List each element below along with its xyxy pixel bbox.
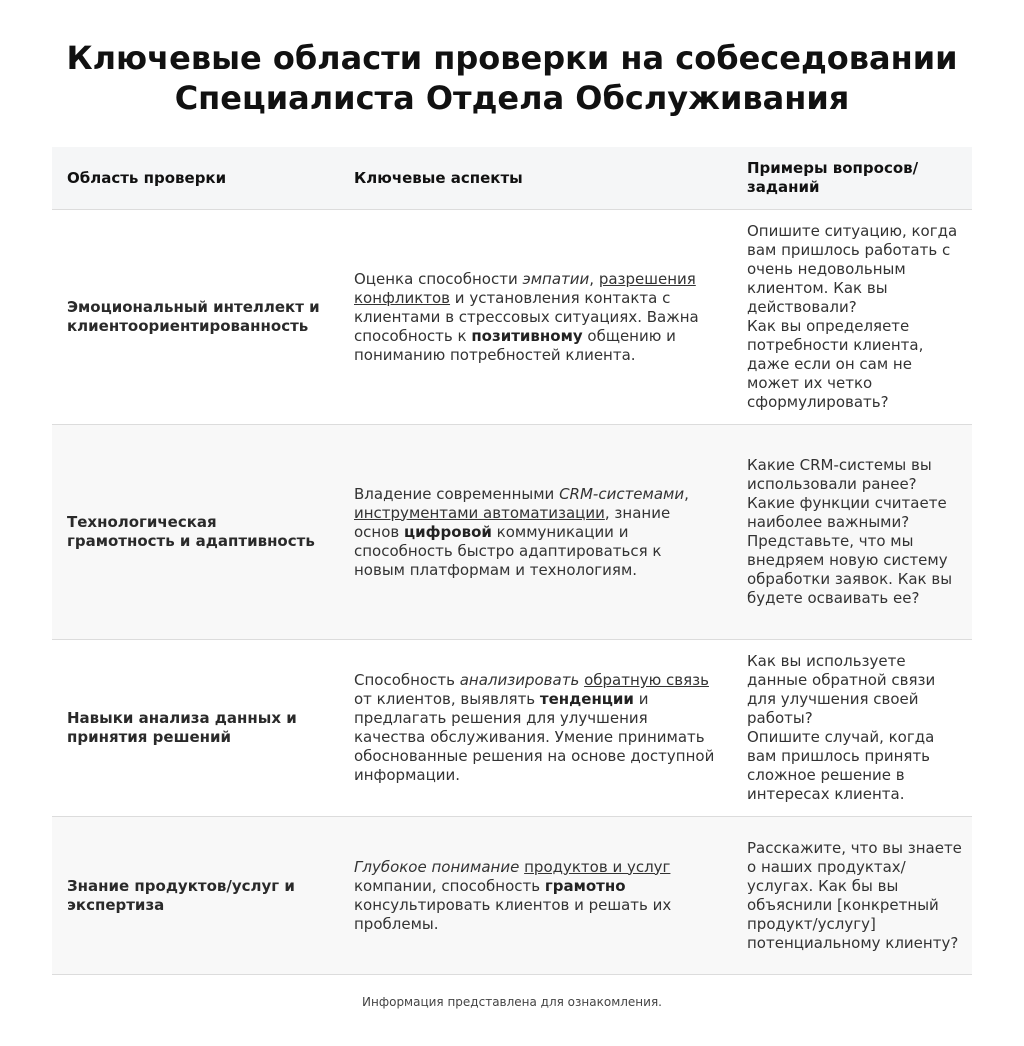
page-title-line-1: Ключевые области проверки на собеседовании: [66, 39, 958, 77]
aspects-text: консультировать клиентов и решать их проблемы.: [354, 895, 672, 933]
question-item: Опишите ситуацию, когда вам пришлось работать с очень недовольным клиентом. Как вы действовали?: [747, 222, 958, 316]
area-cell: Технологическая грамотность и адаптивность: [52, 425, 339, 640]
question-item: Как вы определяете потребности клиента, даже если он сам не может их четко сформулировать?: [747, 317, 924, 411]
aspects-bold: позитивному: [471, 326, 583, 345]
area-cell: Навыки анализа данных и принятия решений: [52, 640, 339, 817]
aspects-underlined: обратную связь: [584, 671, 709, 689]
aspects-text: Способность: [354, 671, 460, 689]
column-header-aspects: Ключевые аспекты: [339, 147, 732, 210]
aspects-italic: CRM-системами: [559, 484, 685, 503]
column-header-questions: Примеры вопросов/заданий: [732, 147, 972, 210]
footer-note: Информация представлена для ознакомления.: [362, 995, 662, 1009]
questions-cell: [732, 640, 972, 817]
aspects-underlined: инструментами автоматизации: [354, 503, 605, 522]
aspects-text: от клиентов, выявлять: [354, 690, 540, 708]
aspects-text: ,: [589, 269, 599, 288]
question-item: Опишите случай, когда вам пришлось принять сложное решение в интересах клиента.: [747, 728, 935, 803]
page-title: [0, 38, 1024, 118]
area-cell: Знание продуктов/услуг и экспертиза: [52, 817, 339, 975]
aspects-underlined: продуктов и услуг: [524, 857, 671, 876]
column-header-area: Область проверки: [52, 147, 339, 210]
interview-areas-table: [52, 147, 972, 975]
aspects-text: и предлагать решения для улучшения качества обслуживания. Умение принимать обоснованные решения на основе доступной информации.: [354, 690, 715, 784]
questions-cell: [732, 425, 972, 640]
aspects-text: и установления контакта с клиентами в стрессовых ситуациях. Важна способность к: [354, 288, 699, 345]
questions-cell: [732, 210, 972, 425]
page-title-line-2: Специалиста Отдела Обслуживания: [174, 79, 850, 117]
aspects-bold: цифровой: [404, 522, 492, 541]
table-row: [52, 817, 972, 975]
aspects-text: Оценка способности: [354, 269, 523, 288]
aspects-italic: анализировать: [459, 671, 580, 689]
aspects-cell: [339, 640, 732, 817]
table-row: [52, 425, 972, 640]
table-row: [52, 640, 972, 817]
aspects-text: общению и пониманию потребностей клиента.: [354, 326, 676, 364]
table-row: [52, 210, 972, 425]
aspects-text: коммуникации и способность быстро адаптироваться к новым платформам и технологиям.: [354, 522, 662, 579]
aspects-text: Владение современными: [354, 484, 560, 503]
aspects-cell: [339, 210, 732, 425]
aspects-italic: эмпатии: [522, 269, 590, 288]
aspects-cell: [339, 817, 732, 975]
aspects-underlined: разрешения конфликтов: [354, 269, 696, 307]
aspects-text: компании, способность: [354, 876, 545, 895]
aspects-bold: грамотно: [544, 876, 626, 895]
aspects-cell: [339, 425, 732, 640]
question-item: Расскажите, что вы знаете о наших продуктах/услугах. Как бы вы объяснили [конкретный продукт/услугу] потенциальному клиенту?: [747, 838, 962, 952]
question-item: Какие CRM-системы вы использовали ранее? Какие функции считаете наиболее важными?: [747, 456, 947, 531]
aspects-bold: тенденции: [539, 690, 634, 708]
aspects-italic: Глубокое понимание: [354, 857, 520, 876]
aspects-text: ,: [684, 484, 689, 503]
question-item: Как вы используете данные обратной связи для улучшения своей работы?: [747, 652, 936, 727]
question-item: Представьте, что мы внедряем новую систему обработки заявок. Как вы будете осваивать ее?: [747, 532, 953, 607]
questions-cell: [732, 817, 972, 975]
table-header-row: [52, 147, 972, 210]
area-cell: Эмоциональный интеллект и клиентоориентированность: [52, 210, 339, 425]
aspects-text: , знание основ: [354, 503, 671, 541]
